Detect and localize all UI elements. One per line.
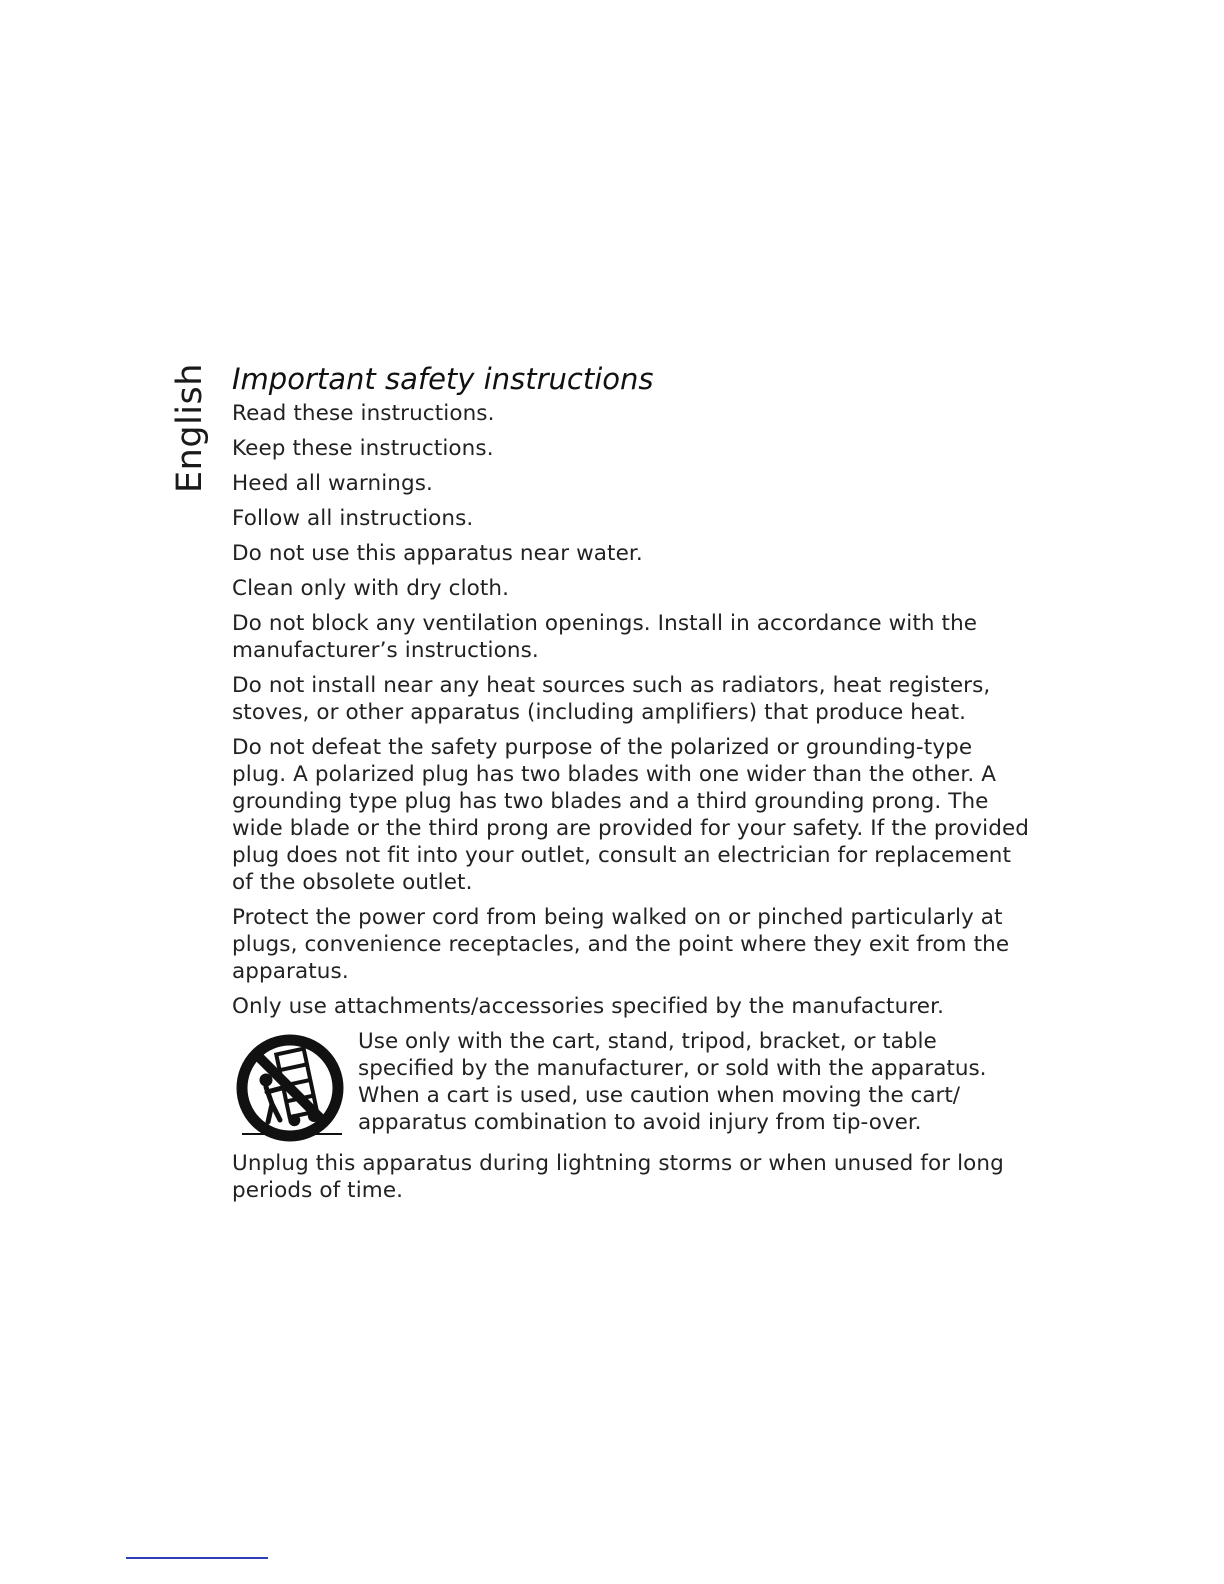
safety-instructions-section	[232, 360, 1032, 1212]
cart-warning	[232, 1028, 1032, 1142]
instruction-item: Do not block any ventilation openings. Install in accordance with the manufacturer’s instructions.	[232, 611, 978, 663]
instruction-item: Do not defeat the safety purpose of the polarized or grounding-type plug. A polarized plug has two blades with one wider than the other. A grounding type plug has two blades and a third grounding prong. The wide blade or the third prong are provided for your safety. If the provided plug does not fit into your outlet, consult an electrician for replacement of the obsolete outlet.	[232, 735, 1030, 895]
language-tab	[166, 362, 214, 494]
instruction-item: Only use attachments/accessories specified by the manufacturer.	[232, 994, 945, 1019]
instruction-item: Read these instructions.	[232, 401, 495, 426]
page-title: Important safety instructions	[232, 362, 654, 396]
cart-warning-text: Use only with the cart, stand, tripod, bracket, or table specified by the manufacturer, or sold with the apparatus. When a cart is used, use caution when moving the cart/ apparatus combination to avoid injury from tip-over.	[358, 1029, 987, 1135]
instruction-item: Do not install near any heat sources such as radiators, heat registers, stoves, or other apparatus (including amplifiers) that produce heat.	[232, 673, 991, 725]
instruction-item: Protect the power cord from being walked on or pinched particularly at plugs, convenience receptacles, and the point where they exit from the apparatus.	[232, 905, 1010, 984]
footer-rule	[126, 1557, 268, 1559]
language-tab-label: English	[170, 363, 211, 493]
instruction-item: Do not use this apparatus near water.	[232, 541, 643, 566]
instruction-item: Unplug this apparatus during lightning storms or when unused for long periods of time.	[232, 1151, 1004, 1203]
instruction-item: Clean only with dry cloth.	[232, 576, 510, 601]
instruction-item: Keep these instructions.	[232, 436, 494, 461]
instruction-item: Follow all instructions.	[232, 506, 474, 531]
cart-tipover-warning-icon	[232, 1030, 352, 1142]
instruction-item: Heed all warnings.	[232, 471, 433, 496]
